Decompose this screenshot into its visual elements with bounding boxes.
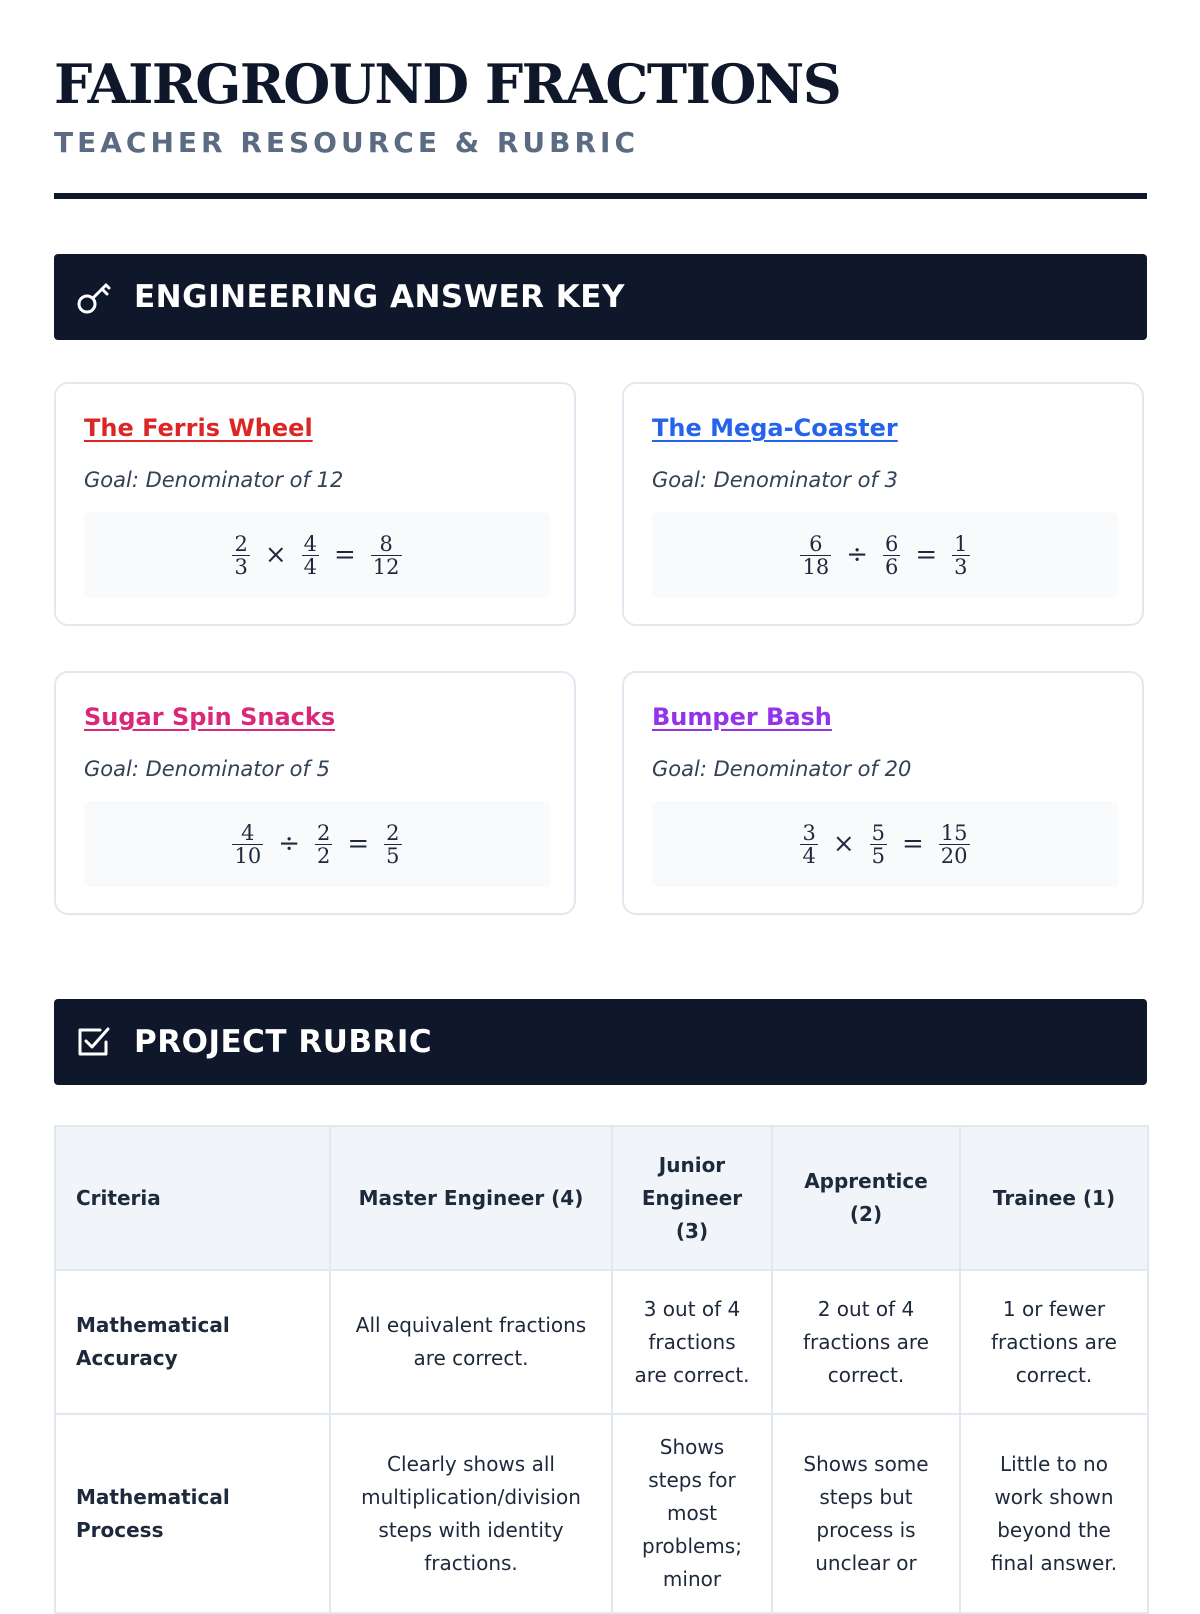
numerator: 6 [884,531,899,556]
checkbox-icon [74,1022,114,1062]
column-header: Apprentice (2) [772,1126,960,1270]
fraction [952,533,969,578]
card-goal: Goal: Denominator of 5 [84,757,330,781]
equation-box [652,801,1118,887]
operator: × [264,540,287,570]
table-cell: 2 out of 4 fractions are correct. [772,1270,960,1414]
fraction [939,822,970,867]
fraction [232,822,263,867]
numerator: 8 [379,531,393,556]
page-subtitle: TEACHER RESOURCE & RUBRIC [54,126,640,159]
operator: ÷ [278,829,300,859]
section-title: ENGINEERING ANSWER KEY [134,279,625,315]
equals-sign: = [902,829,924,859]
numerator: 4 [303,531,317,556]
answer-key-header [54,254,1147,340]
denominator: 3 [234,554,248,579]
denominator: 10 [234,843,262,868]
denominator: 2 [316,843,331,868]
equation-box [84,512,550,598]
denominator: 3 [954,554,968,579]
criteria-cell: Mathematical Process [55,1414,330,1613]
column-header: Trainee (1) [960,1126,1148,1270]
card-title: Sugar Spin Snacks [84,703,336,731]
denominator: 12 [372,554,400,579]
table-cell: All equivalent fractions are correct. [330,1270,612,1414]
table-cell: Shows some steps but process is unclear or [772,1414,960,1613]
numerator: 5 [871,820,885,845]
card-title: Bumper Bash [652,703,832,731]
card-goal: Goal: Denominator of 12 [84,468,344,492]
equals-sign: = [915,540,938,570]
fraction [800,533,831,578]
numerator: 2 [386,820,400,845]
denominator: 20 [940,843,968,868]
column-header: Criteria [55,1126,330,1270]
denominator: 5 [386,843,400,868]
card-goal: Goal: Denominator of 3 [652,468,898,492]
fraction [883,533,900,578]
table-cell: 1 or fewer fractions are correct. [960,1270,1148,1414]
card-title: The Ferris Wheel [84,414,313,442]
denominator: 4 [802,843,816,868]
operator: ÷ [846,540,868,570]
answer-card [54,382,576,626]
fraction [315,822,332,867]
key-icon [74,277,114,317]
table-cell: Clearly shows all multiplication/division steps with identity fractions. [330,1414,612,1613]
page-title: FAIRGROUND FRACTIONS [54,52,841,116]
card-goal: Goal: Denominator of 20 [652,757,912,781]
numerator: 6 [809,531,823,556]
equation [797,533,972,578]
fraction [800,822,817,867]
operator: × [832,829,855,859]
table-row [55,1414,1148,1613]
header-divider [54,193,1147,199]
table-header-row [55,1126,1148,1270]
answer-card [622,382,1144,626]
fraction [302,533,319,578]
criteria-cell: Mathematical Accuracy [55,1270,330,1414]
answer-card [54,671,576,915]
equals-sign: = [347,829,370,859]
fraction [384,822,401,867]
denominator: 4 [303,554,317,579]
fraction [870,822,887,867]
equation [797,822,972,867]
answer-card [622,671,1144,915]
equation-box [84,801,550,887]
equation [229,822,404,867]
table-cell: 3 out of 4 fractions are correct. [612,1270,772,1414]
denominator: 6 [884,554,899,579]
equals-sign: = [334,540,356,570]
table-cell: Little to no work shown beyond the final answer. [960,1414,1148,1613]
table-cell: Shows steps for most problems; minor [612,1414,772,1613]
rubric-table [54,1125,1149,1614]
table-row [55,1270,1148,1414]
equation-box [652,512,1118,598]
section-title: PROJECT RUBRIC [134,1024,433,1060]
column-header: Junior Engineer (3) [612,1126,772,1270]
numerator: 2 [234,531,248,556]
card-title: The Mega-Coaster [652,414,898,442]
numerator: 2 [316,820,331,845]
denominator: 18 [802,554,830,579]
rubric-header [54,999,1147,1085]
column-header: Master Engineer (4) [330,1126,612,1270]
numerator: 4 [241,820,255,845]
equation [229,533,404,578]
fraction [371,533,402,578]
fraction [232,533,249,578]
numerator: 3 [802,820,816,845]
numerator: 15 [940,820,968,845]
numerator: 1 [954,531,968,556]
denominator: 5 [871,843,885,868]
